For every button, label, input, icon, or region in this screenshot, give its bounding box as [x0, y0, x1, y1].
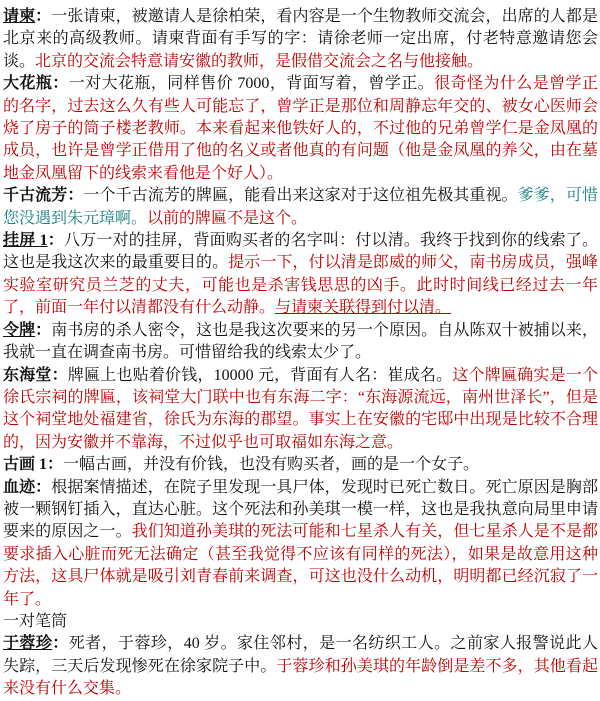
- text-run: 以前的牌匾不是这个。: [147, 209, 308, 227]
- text-run: 死者，于蓉珍，40 岁。家住邻村，是一名纺织工人。之前家人报警说此人失踪，三天后发现惨死在徐家院子中。: [3, 635, 598, 675]
- text-run: 与请柬关联得到付以清。: [275, 299, 452, 317]
- text-run: 北京的交流会特意请安徽的教师，是假借交流会之名与他接触。: [35, 52, 484, 70]
- entry-title: ：: [35, 321, 52, 339]
- text-run: 很奇怪为什么是曾学正的名字，过去这么久有些人可能忘了，曾学正是那位和周静忘年交的、被女心医师会烧了房子的筒子楼老教师。本来看起来他铁好人的，不过他的兄弟曾学仁是金凤凰的成员，也许是曾学正借用了他的名义或者他真的有问题（他是金凤凰的养父，由在墓地金凤凰留下的线索来看他是个好人）。: [3, 75, 598, 182]
- text-run: 八万一对的挂屏，背面购买者的名字叫：付以清。我终于找到你的线索了。这也是我这次来的最重要目的。: [3, 232, 598, 272]
- paragraph-qiangu-liufang: [3, 185, 598, 230]
- entry-title: 千古流芳：: [3, 187, 84, 205]
- paragraph-dahuaping: [3, 73, 598, 185]
- entry-title: 大花瓶：: [3, 75, 69, 93]
- entry-title: 请柬: [3, 8, 36, 25]
- paragraph-guaping-1: [3, 230, 598, 320]
- entry-title: 于蓉珍: [3, 635, 53, 653]
- text-run: 根据案情描述，在院子里发现一具尸体，发现时已死亡数日。死亡原因是胸部被一颗钢钉插入，直达心脏。这个死法和孙美琪一模一样，这也是我执意向局里申请要来的原因之一。: [3, 478, 598, 541]
- paragraph-yidui-bitong: [3, 611, 598, 633]
- entry-title: ：: [35, 8, 52, 25]
- entry-title: 古画 1：: [3, 456, 64, 474]
- entry-title: 挂屏 1: [3, 232, 48, 250]
- entry-title: 东海堂：: [3, 366, 68, 384]
- entry-title: 令牌: [3, 321, 36, 339]
- entry-title: ：: [47, 232, 64, 250]
- text-run: 于蓉珍和孙美琪的年龄倒是差不多，其他看起来没有什么交集。: [3, 657, 598, 698]
- paragraph-guhua-1: [3, 454, 598, 476]
- text-run: 牌匾上也贴着价钱，10000 元，背面有人名：崔成名。: [67, 366, 453, 384]
- text-run: 我们知道孙美琪的死法可能和七星杀人有关，但七星杀人是不是都要求插入心脏而死无法确定（甚至我觉得不应该有同样的死法），如果是故意用这种方法，这具尸体就是吸引刘青春前来调查，可这也没什么动机，明明都已经沉寂了一年了。: [3, 523, 598, 608]
- text-run: 提示一下，付以清是郎威的师父，南书房成员，强峰实验室研究员兰芝的丈夫，可能也是杀害钱思思的凶手。此时时间线已经过去一年了，前面一年付以清都没有什么动静。: [3, 254, 598, 317]
- text-run: 一张请柬，被邀请人是徐柏荣，看内容是一个生物教师交流会，出席的人都是北京来的高级教师。请柬背面有手写的字：请徐老师一定出席，付老特意邀请您会谈。: [3, 8, 598, 70]
- text-run: 爹爹，可惜您没遇到朱元璋啊。: [3, 187, 598, 227]
- paragraph-xueji: [3, 477, 598, 611]
- text-run: 一对笔筒: [3, 612, 68, 630]
- entry-title: 血迹：: [3, 478, 52, 496]
- text-run: 一个千古流芳的牌匾，能看出来这家对于这位祖先极其重视。: [83, 187, 518, 205]
- paragraph-qingjian: [3, 6, 598, 73]
- text-run: 这个牌匾确实是一个徐氏宗祠的牌匾，该祠堂大门联中也有东海二字：“东海源流远，南州世泽长”，但是这个祠堂地处福建省，徐氏为东海的郡望。事实上在安徽的宅邸中出现是比较不合理的，因为安徽并不靠海，不过似乎也可取福如东海之意。: [3, 366, 598, 451]
- text-run: 一对大花瓶，同样售价 7000，背面写着，曾学正。: [68, 75, 435, 93]
- paragraph-donghaitang: [3, 365, 598, 455]
- paragraph-yurongzhen: [3, 633, 598, 700]
- paragraph-lingpai: [3, 320, 598, 365]
- text-run: 南书房的杀人密令，这也是我这次要来的另一个原因。自从陈双十被捕以来，我就一直在调查南书房。可惜留给我的线索太少了。: [3, 321, 598, 362]
- entry-title: ：: [52, 635, 69, 653]
- text-run: 一幅古画，并没有价钱，也没有购买者，画的是一个女子。: [63, 456, 480, 474]
- document-body: [3, 6, 598, 701]
